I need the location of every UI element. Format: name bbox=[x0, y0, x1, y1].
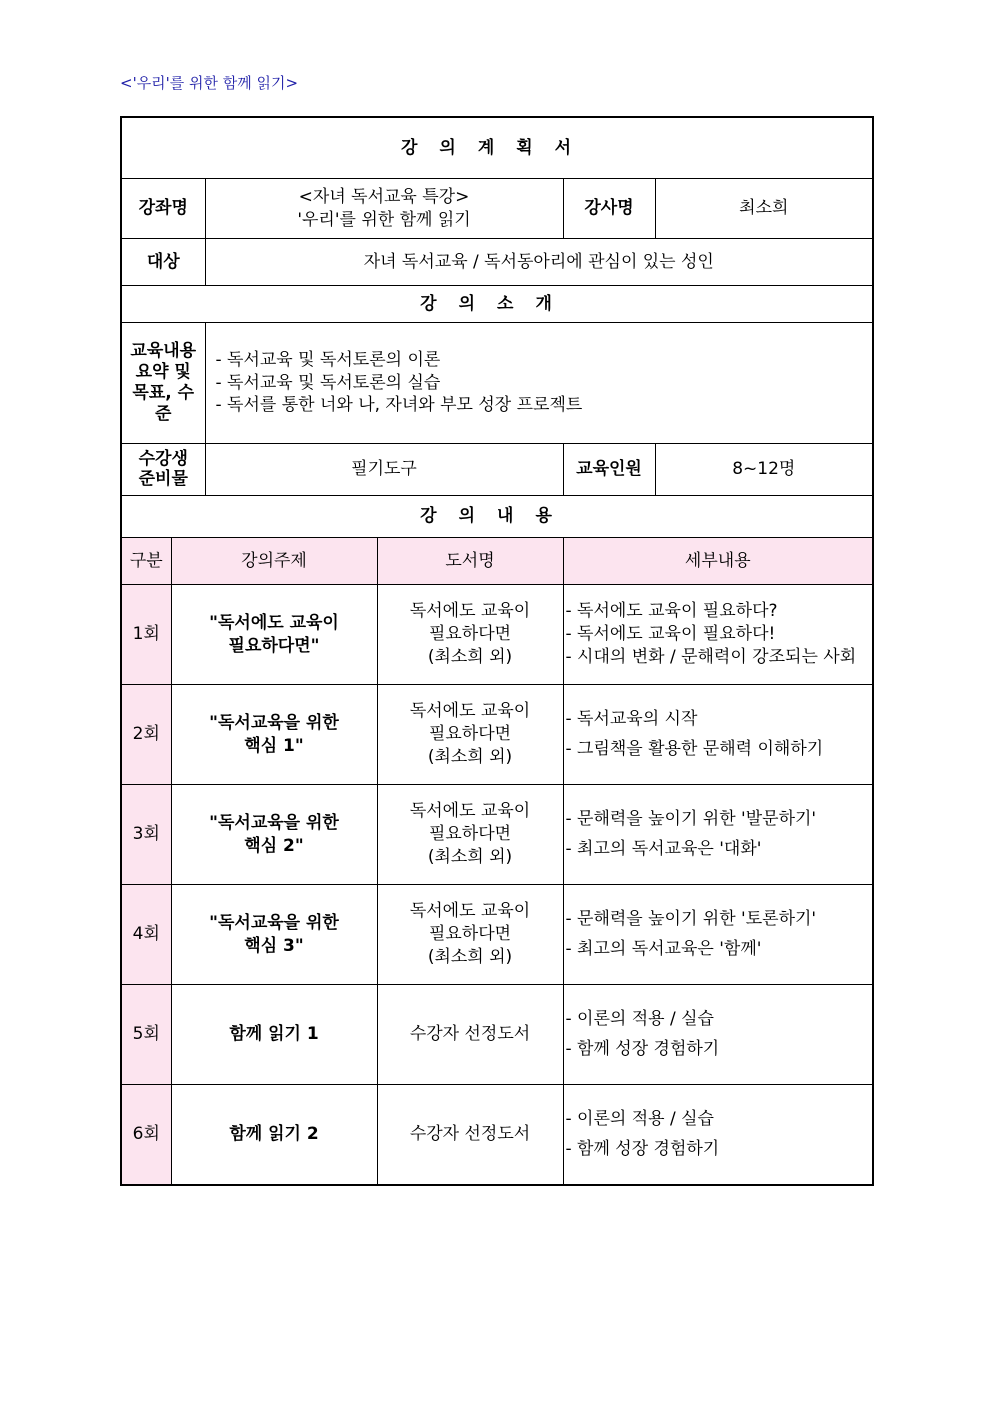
session-book-line: 필요하다면 bbox=[428, 624, 512, 645]
session-book-line: 필요하다면 bbox=[428, 824, 512, 845]
session-row bbox=[121, 785, 873, 885]
summary-row bbox=[121, 323, 873, 444]
instructor-name: 최소희 bbox=[655, 179, 873, 239]
session-num: 6회 bbox=[121, 1085, 171, 1186]
session-book bbox=[377, 685, 563, 785]
session-topic bbox=[171, 885, 377, 985]
session-topic-line: "독서에도 교육이 bbox=[209, 612, 339, 633]
session-num: 1회 bbox=[121, 585, 171, 685]
session-topic-line: 핵심 2" bbox=[244, 835, 304, 856]
course-name-line1: <자녀 독서교육 특강> bbox=[298, 186, 470, 207]
session-book-line: (최소희 외) bbox=[427, 846, 513, 867]
course-name-line2: '우리'를 위한 함께 읽기 bbox=[297, 209, 471, 230]
session-details bbox=[563, 885, 873, 985]
session-num: 5회 bbox=[121, 985, 171, 1085]
target-label: 대상 bbox=[121, 239, 205, 286]
detail-item: - 그림책을 활용한 문해력 이해하기 bbox=[565, 738, 824, 759]
session-details bbox=[563, 1085, 873, 1186]
target-value: 자녀 독서교육 / 독서동아리에 관심이 있는 성인 bbox=[205, 239, 873, 286]
session-book-line: 필요하다면 bbox=[428, 924, 512, 945]
col-header-topic: 강의주제 bbox=[171, 538, 377, 585]
session-book: 수강자 선정도서 bbox=[377, 985, 563, 1085]
materials-row bbox=[121, 444, 873, 496]
col-header-num: 구분 bbox=[121, 538, 171, 585]
session-details bbox=[563, 785, 873, 885]
session-topic-line: 핵심 3" bbox=[244, 935, 304, 956]
intro-section-title: 강의소개 bbox=[121, 286, 873, 323]
target-row bbox=[121, 239, 873, 286]
session-book-line: 필요하다면 bbox=[428, 724, 512, 745]
page-title: 강의계획서 bbox=[121, 117, 873, 179]
lecture-plan-table bbox=[120, 116, 874, 1186]
materials-label: 수강생 준비물 bbox=[121, 444, 205, 496]
session-num: 2회 bbox=[121, 685, 171, 785]
session-row bbox=[121, 885, 873, 985]
intro-section-row bbox=[121, 286, 873, 323]
session-book-line: 독서에도 교육이 bbox=[409, 801, 531, 822]
session-details bbox=[563, 685, 873, 785]
detail-item: - 함께 성장 경험하기 bbox=[565, 1138, 720, 1159]
course-name bbox=[205, 179, 563, 239]
summary-item: - 독서를 통한 너와 나, 자녀와 부모 성장 프로젝트 bbox=[215, 395, 583, 416]
detail-item: - 이론의 적용 / 실습 bbox=[565, 1008, 714, 1029]
session-topic bbox=[171, 585, 377, 685]
content-header-row bbox=[121, 538, 873, 585]
session-book-line: 독서에도 교육이 bbox=[409, 901, 531, 922]
title-row bbox=[121, 117, 873, 179]
session-book: 수강자 선정도서 bbox=[377, 1085, 563, 1186]
summary-list bbox=[205, 323, 873, 444]
session-book-line: 독서에도 교육이 bbox=[409, 701, 531, 722]
col-header-details: 세부내용 bbox=[563, 538, 873, 585]
session-book bbox=[377, 785, 563, 885]
detail-item: - 최고의 독서교육은 '함께' bbox=[565, 938, 762, 959]
content-section-title: 강의내용 bbox=[121, 496, 873, 538]
detail-item: - 독서에도 교육이 필요하다! bbox=[565, 624, 776, 645]
session-details bbox=[563, 585, 873, 685]
session-num: 4회 bbox=[121, 885, 171, 985]
col-header-book: 도서명 bbox=[377, 538, 563, 585]
session-book-line: (최소희 외) bbox=[427, 646, 513, 667]
detail-item: - 문해력을 높이기 위한 '발문하기' bbox=[565, 808, 817, 829]
detail-item: - 문해력을 높이기 위한 '토론하기' bbox=[565, 908, 817, 929]
summary-item: - 독서교육 및 독서토론의 실습 bbox=[215, 372, 441, 393]
session-book-line: 독서에도 교육이 bbox=[409, 601, 531, 622]
summary-item: - 독서교육 및 독서토론의 이론 bbox=[215, 349, 441, 370]
instructor-label: 강사명 bbox=[563, 179, 655, 239]
capacity-value: 8~12명 bbox=[655, 444, 873, 496]
detail-item: - 시대의 변화 / 문해력이 강조되는 사회 bbox=[565, 646, 857, 667]
capacity-label: 교육인원 bbox=[563, 444, 655, 496]
detail-item: - 함께 성장 경험하기 bbox=[565, 1038, 720, 1059]
session-topic-line: "독서교육을 위한 bbox=[209, 812, 339, 833]
detail-item: - 최고의 독서교육은 '대화' bbox=[565, 838, 762, 859]
session-topic: 함께 읽기 1 bbox=[171, 985, 377, 1085]
session-topic-line: 핵심 1" bbox=[244, 735, 304, 756]
detail-item: - 독서교육의 시작 bbox=[565, 708, 698, 729]
session-row bbox=[121, 585, 873, 685]
session-row bbox=[121, 685, 873, 785]
content-section-row bbox=[121, 496, 873, 538]
materials-value: 필기도구 bbox=[205, 444, 563, 496]
session-topic-line: "독서교육을 위한 bbox=[209, 712, 339, 733]
session-book bbox=[377, 885, 563, 985]
session-book bbox=[377, 585, 563, 685]
session-row bbox=[121, 985, 873, 1085]
course-row bbox=[121, 179, 873, 239]
summary-label: 교육내용 요약 및 목표, 수준 bbox=[121, 323, 205, 444]
detail-item: - 이론의 적용 / 실습 bbox=[565, 1108, 714, 1129]
session-topic-line: 필요하다면" bbox=[228, 635, 320, 656]
session-topic: 함께 읽기 2 bbox=[171, 1085, 377, 1186]
course-label: 강좌명 bbox=[121, 179, 205, 239]
detail-item: - 독서에도 교육이 필요하다? bbox=[565, 601, 778, 622]
session-num: 3회 bbox=[121, 785, 171, 885]
document-header-note: <'우리'를 위한 함께 읽기> bbox=[120, 74, 299, 92]
session-book-line: (최소희 외) bbox=[427, 746, 513, 767]
session-row bbox=[121, 1085, 873, 1186]
session-details bbox=[563, 985, 873, 1085]
session-book-line: (최소희 외) bbox=[427, 946, 513, 967]
session-topic-line: "독서교육을 위한 bbox=[209, 912, 339, 933]
session-topic bbox=[171, 785, 377, 885]
session-topic bbox=[171, 685, 377, 785]
